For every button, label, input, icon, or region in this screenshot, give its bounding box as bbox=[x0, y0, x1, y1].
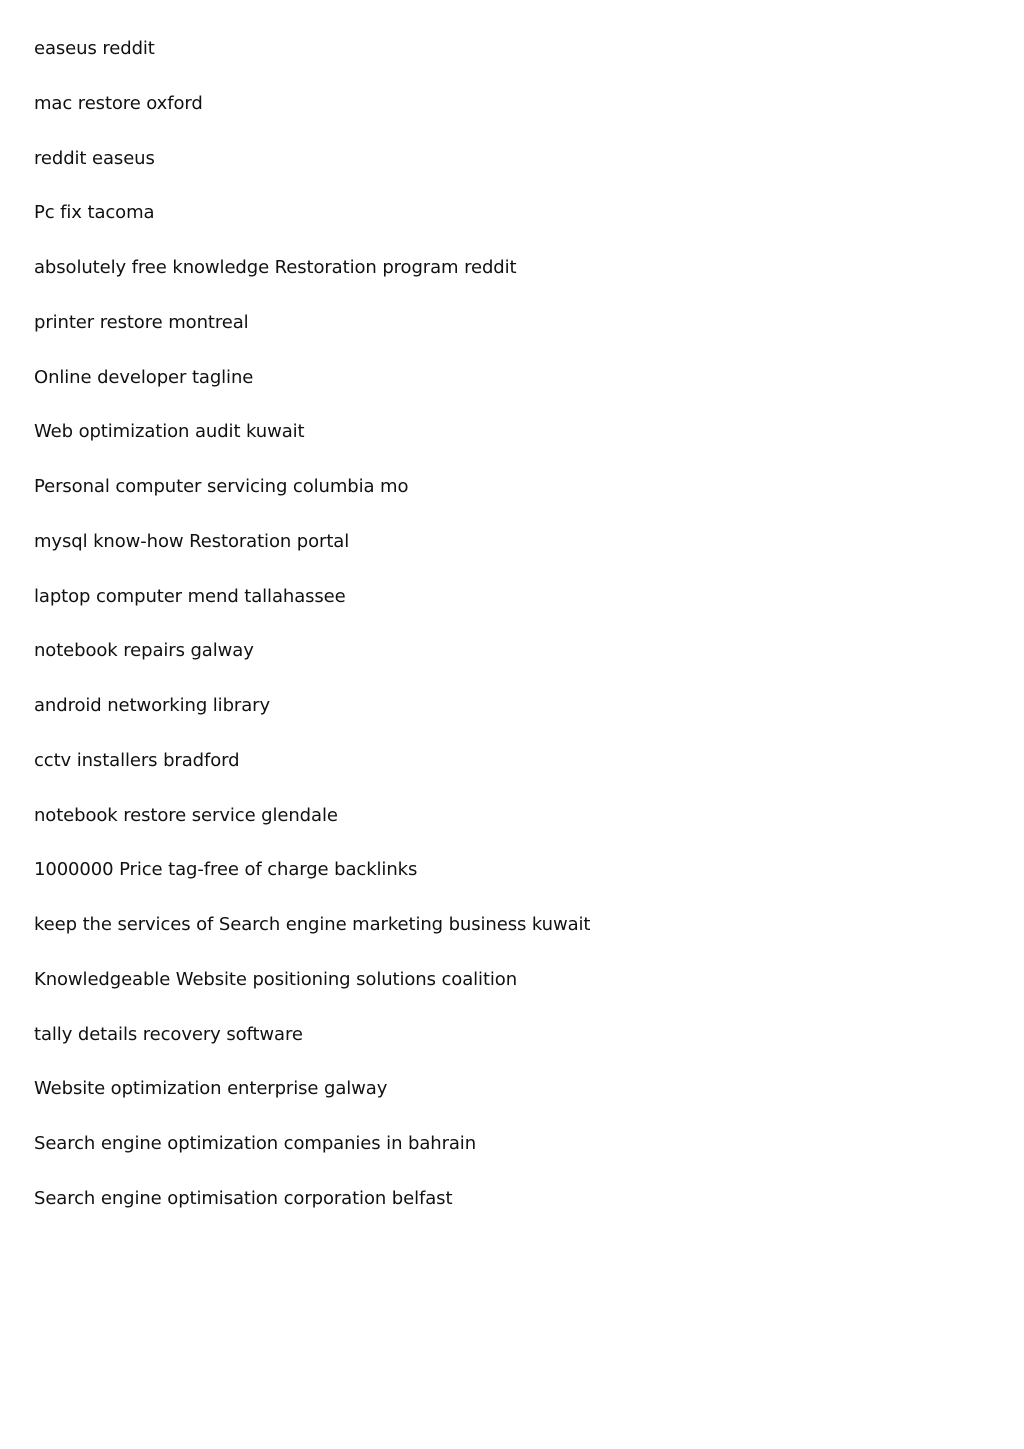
list-item: Web optimization audit kuwait bbox=[34, 421, 305, 443]
list-item: Pc fix tacoma bbox=[34, 202, 155, 224]
list-item: Online developer tagline bbox=[34, 366, 254, 388]
list-item: mac restore oxford bbox=[34, 92, 203, 114]
list-item: android networking library bbox=[34, 695, 270, 716]
list-item: mysql know-how Restoration portal bbox=[34, 530, 350, 552]
list-item: reddit easeus bbox=[34, 147, 155, 169]
list-item: printer restore montreal bbox=[34, 311, 249, 333]
list-item: Website optimization enterprise galway bbox=[34, 1078, 388, 1100]
list-item: Personal computer servicing columbia mo bbox=[34, 476, 409, 497]
list-item: Search engine optimization companies in bahrain bbox=[34, 1133, 477, 1154]
list-item: absolutely free knowledge Restoration program reddit bbox=[34, 257, 517, 278]
list-item: cctv installers bradford bbox=[34, 749, 240, 771]
list-item: keep the services of Search engine marketing business kuwait bbox=[34, 914, 591, 935]
keyword-list bbox=[34, 37, 1024, 1242]
list-item: notebook repairs galway bbox=[34, 640, 254, 662]
list-item: 1000000 Price tag-free of charge backlinks bbox=[34, 859, 418, 881]
list-item: notebook restore service glendale bbox=[34, 804, 338, 826]
list-item: Search engine optimisation corporation belfast bbox=[34, 1187, 453, 1209]
list-item: Knowledgeable Website positioning solutions coalition bbox=[34, 968, 518, 990]
list-item: tally details recovery software bbox=[34, 1023, 303, 1045]
list-item: laptop computer mend tallahassee bbox=[34, 585, 346, 607]
list-item: easeus reddit bbox=[34, 38, 155, 59]
